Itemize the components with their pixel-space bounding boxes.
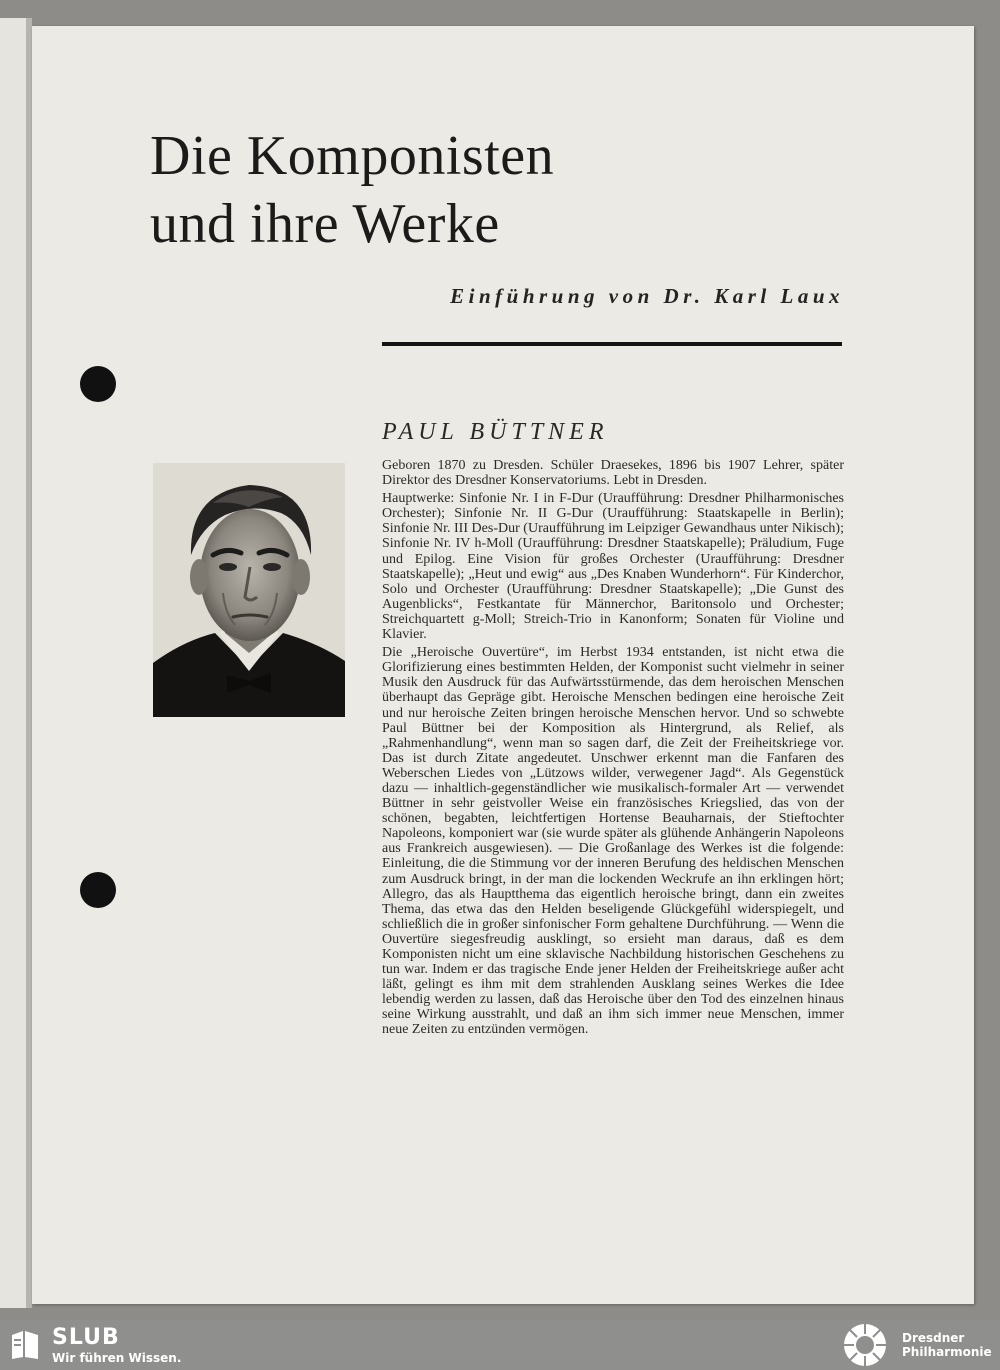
composer-portrait: [153, 463, 345, 717]
library-tagline: Wir führen Wissen.: [52, 1351, 182, 1365]
article-body: [382, 458, 844, 1041]
header-rule: [382, 342, 842, 346]
partner-name-line1[interactable]: Dresdner: [902, 1331, 965, 1345]
library-name[interactable]: SLUB: [52, 1325, 120, 1350]
punch-hole-top: [80, 366, 116, 402]
dresdner-philharmonie-sunburst-icon[interactable]: [842, 1322, 888, 1368]
page-title-line1: Die Komponisten: [150, 125, 555, 187]
page-title-line2: und ihre Werke: [150, 193, 500, 255]
composer-name: PAUL BÜTTNER: [382, 419, 609, 445]
viewer-footer: [0, 1320, 1000, 1370]
works-paragraph: Hauptwerke: Sinfonie Nr. I in F-Dur (Uraufführung: Dresdner Philharmonisches Orchester); Sinfonie Nr. II G-Dur (Uraufführung: Staatskapelle in Berlin); Sinfonie Nr. III Des-Dur (Uraufführung im Leipziger Gewandhaus unter Nikisch); Sinfonie Nr. IV h-Moll (Uraufführung: Dresdner Staatskapelle); Präludium, Fuge und Epilog. Eine Vision für großes Orchester (Uraufführung: Dresdner Staatskapelle); „Heut und ewig“ aus „Des Knaben Wunderhorn“. Für Kinderchor, Solo und Orchester (Uraufführung: Dresdner Staatskapelle); „Die Gunst des Augenblicks“, Festkantate für Männerchor, Baritonsolo und Orchester; Streichquartett g-Moll; Streich-Trio in Kanonform; Sonaten für Violine und Klavier.: [382, 491, 844, 643]
page-title: [150, 122, 554, 258]
document-page: [32, 26, 974, 1304]
previous-page-edge: [0, 18, 26, 1308]
overture-paragraph: Die „Heroische Ouvertüre“, im Herbst 1934 entstanden, ist nicht etwa die Glorifizierung eines bestimmten Helden, der Komponist sucht vielmehr in seiner Musik den Ausdruck für das Aufwärtsstürmende, das dem heroischen Menschen überhaupt das Gepräge gibt. Heroische Menschen bedingen eine heroische Zeit und nur heroische Zeiten bringen heroische Menschen hervor. Und so schwebte Paul Büttner bei der Komposition als Hintergrund, als Relief, als „Rahmenhandlung“, wenn man so sagen darf, die Zeit der Freiheitskriege vor. Das ist durch Zitate angedeutet. Unschwer erkennt man die Fanfaren des Weberschen Liedes von „Lützows wilder, verwegener Jagd“. Als Gegenstück dazu — inhaltlich-gegenständlicher wie musikalisch-formaler Art — verwendet Büttner in sehr geistvoller Weise ein französisches Kriegslied, das von der schönen, begabten, leichtfertigen Hortense Beauharnais, der Stieftochter Napoleons, komponiert war (sie wurde später als glühende Anhängerin Napoleons aus Frankreich ausgewiesen). — Die Großanlage des Werkes ist die folgende: Einleitung, die die Stimmung vor der inneren Berufung des heldischen Menschen zum Ausdruck bringt, in der man die lockenden Weckrufe an ihn erklingen hört; Allegro, das als Hauptthema das eigentlich heroische bringt, dann ein zweites Thema, das etwa das den Helden beseligende Glückgefühl widerspiegelt, und schließlich die in großer sinfonischer Form gehaltene Durchführung. — Wenn die Ouvertüre siegesfreudig ausklingt, so ersieht man daraus, daß es dem Komponisten nicht um eine sklavische Nachbildung historischen Geschehens zu tun war. Indem er das tragische Ende jener Helden der Freiheitskriege außer acht läßt, gelingt es ihm mit dem strahlenden Ausklang seines Werkes die Idee lebendig werden zu lassen, daß das Heroische über den Tod des einzelnen hinaus seine Wirkung ausstrahlt, und daß an ihm sich immer neue Menschen, immer neue Zeiten zu entzünden vermögen.: [382, 645, 844, 1038]
punch-hole-bottom: [80, 872, 116, 908]
partner-name-line2[interactable]: Philharmonie: [902, 1345, 992, 1359]
page-subtitle: Einführung von Dr. Karl Laux: [450, 284, 844, 308]
bio-paragraph: Geboren 1870 zu Dresden. Schüler Draesekes, 1896 bis 1907 Lehrer, später Direktor des Dresdner Konservatoriums. Lebt in Dresden.: [382, 458, 844, 489]
slub-book-icon[interactable]: [10, 1329, 40, 1361]
